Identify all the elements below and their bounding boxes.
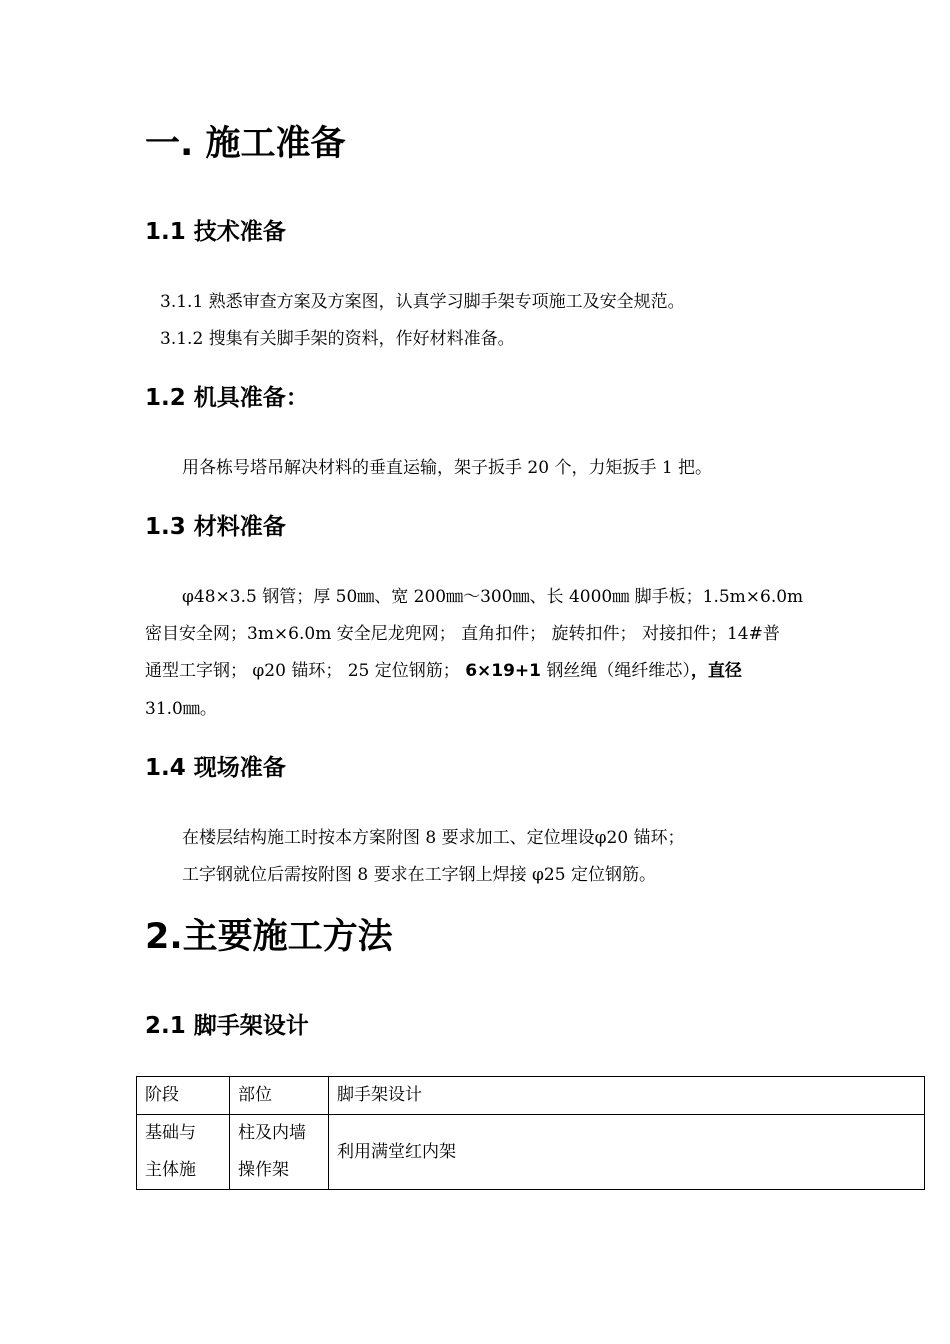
section2-title: 2.主要施工方法 xyxy=(145,917,393,957)
tech-prep-item-2: 3.1.2 搜集有关脚手架的资料，作好材料准备。 xyxy=(160,329,515,349)
table-header-cell: 部位 xyxy=(230,1077,329,1115)
wire-rope-spec: 6×19+1 xyxy=(465,661,541,681)
section1-3-title: 1.3 材料准备 xyxy=(145,514,286,540)
tool-prep-text: 用各栋号塔吊解决材料的垂直运输，架子扳手 20 个，力矩扳手 1 把。 xyxy=(182,458,713,478)
material-line-3-end: ，直径 xyxy=(690,661,742,681)
table-cell-design: 利用满堂红内架 xyxy=(329,1115,925,1190)
table-header-row xyxy=(137,1077,925,1115)
section1-4-title: 1.4 现场准备 xyxy=(145,755,286,781)
site-prep-item-2: 工字钢就位后需按附图 8 要求在工字钢上焊接 φ25 定位钢筋。 xyxy=(182,865,656,885)
table-cell-part xyxy=(230,1115,329,1190)
material-line-3 xyxy=(145,659,742,683)
site-prep-item-1: 在楼层结构施工时按本方案附图 8 要求加工、定位埋设φ20 锚环； xyxy=(182,828,685,848)
material-line-1: φ48×3.5 钢管；厚 50㎜、宽 200㎜～300㎜、长 4000㎜ 脚手板；1.5m×6.0m xyxy=(182,587,804,607)
material-line-2: 密目安全网；3m×6.0m 安全尼龙兜网； 直角扣件； 旋转扣件； 对接扣件；14#普 xyxy=(145,624,780,644)
tech-prep-item-1: 3.1.1 熟悉审查方案及方案图，认真学习脚手架专项施工及安全规范。 xyxy=(160,292,685,312)
part-line: 操作架 xyxy=(238,1160,289,1180)
section1-title: 一. 施工准备 xyxy=(145,124,346,164)
section2-1-title: 2.1 脚手架设计 xyxy=(145,1013,309,1039)
material-line-3-mid: 钢丝绳（绳纤维芯） xyxy=(541,661,691,681)
stage-line: 主体施 xyxy=(145,1160,196,1180)
section1-1-title: 1.1 技术准备 xyxy=(145,219,286,245)
material-line-3-start: 通型工字钢； φ20 锚环； 25 定位钢筋； xyxy=(145,661,466,681)
part-line: 柱及内墙 xyxy=(238,1123,306,1143)
table-row xyxy=(137,1115,925,1190)
section1-2-title: 1.2 机具准备： xyxy=(145,385,309,411)
table-cell-stage xyxy=(137,1115,230,1190)
table-header-cell: 脚手架设计 xyxy=(329,1077,925,1115)
table-header-cell: 阶段 xyxy=(137,1077,230,1115)
scaffold-design-table xyxy=(136,1076,925,1190)
material-line-4: 31.0㎜。 xyxy=(145,699,217,719)
stage-line: 基础与 xyxy=(145,1123,196,1143)
